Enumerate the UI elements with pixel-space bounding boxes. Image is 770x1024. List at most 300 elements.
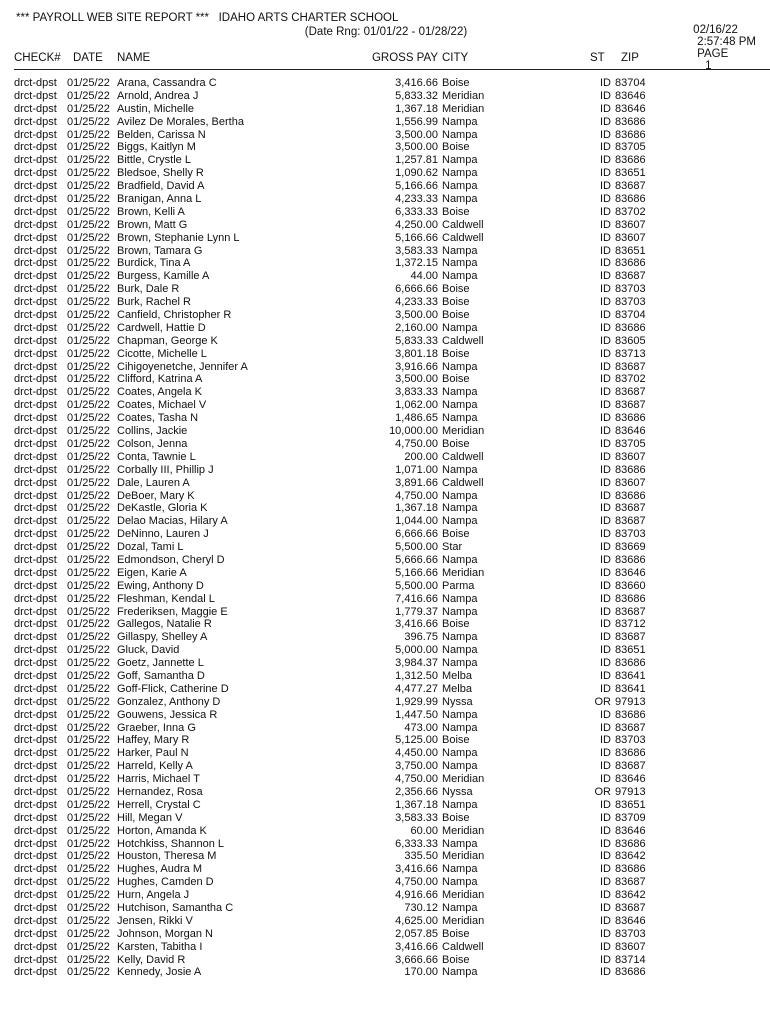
column-header-city: CITY	[442, 52, 469, 64]
city-cell: Meridian	[442, 89, 485, 102]
name-cell: Belden, Carissa N	[117, 128, 206, 141]
state-cell: ID	[600, 244, 611, 257]
table-row	[14, 116, 770, 129]
check-cell: drct-dpst	[14, 824, 57, 837]
table-row	[14, 593, 770, 606]
column-headers	[14, 52, 770, 68]
date-cell: 01/25/22	[67, 296, 110, 309]
zip-cell: 83686	[615, 966, 646, 979]
state-cell: ID	[600, 657, 611, 670]
zip-cell: 83646	[615, 102, 646, 115]
zip-cell: 83687	[615, 180, 646, 193]
name-cell: Burk, Dale R	[117, 283, 180, 296]
state-cell: ID	[600, 450, 611, 463]
state-cell: ID	[600, 476, 611, 489]
name-cell: Colson, Jenna	[117, 437, 188, 450]
date-cell: 01/25/22	[67, 914, 110, 927]
zip-cell: 83646	[615, 566, 646, 579]
date-cell: 01/25/22	[67, 373, 110, 386]
city-cell: Nyssa	[442, 695, 473, 708]
name-cell: Ewing, Anthony D	[117, 579, 204, 592]
name-cell: Gallegos, Natalie R	[117, 618, 212, 631]
check-cell: drct-dpst	[14, 412, 57, 425]
gross-pay-cell: 6,333.33	[395, 837, 438, 850]
name-cell: Hernandez, Rosa	[117, 785, 203, 798]
date-cell: 01/25/22	[67, 412, 110, 425]
state-cell: ID	[600, 850, 611, 863]
zip-cell: 83646	[615, 824, 646, 837]
date-cell: 01/25/22	[67, 889, 110, 902]
table-row	[14, 167, 770, 180]
table-row	[14, 580, 770, 593]
date-cell: 01/25/22	[67, 747, 110, 760]
city-cell: Nampa	[442, 592, 478, 605]
check-cell: drct-dpst	[14, 566, 57, 579]
city-cell: Caldwell	[442, 940, 484, 953]
gross-pay-cell: 4,250.00	[395, 218, 438, 231]
table-row	[14, 618, 770, 631]
city-cell: Star	[442, 541, 463, 554]
table-row	[14, 348, 770, 361]
table-row	[14, 863, 770, 876]
table-row	[14, 876, 770, 889]
check-cell: drct-dpst	[14, 760, 57, 773]
date-cell: 01/25/22	[67, 644, 110, 657]
table-row	[14, 812, 770, 825]
state-cell: ID	[600, 180, 611, 193]
gross-pay-cell: 3,891.66	[395, 476, 438, 489]
table-row	[14, 180, 770, 193]
date-cell: 01/25/22	[67, 708, 110, 721]
check-cell: drct-dpst	[14, 579, 57, 592]
name-cell: Conta, Tawnie L	[117, 450, 196, 463]
date-cell: 01/25/22	[67, 760, 110, 773]
table-row	[14, 683, 770, 696]
table-row	[14, 103, 770, 116]
state-cell: ID	[600, 309, 611, 322]
city-cell: Nampa	[442, 489, 478, 502]
city-cell: Nampa	[442, 863, 478, 876]
name-cell: DeBoer, Mary K	[117, 489, 195, 502]
city-cell: Boise	[442, 618, 470, 631]
city-cell: Nampa	[442, 270, 478, 283]
name-cell: Clifford, Katrina A	[117, 373, 203, 386]
check-cell: drct-dpst	[14, 167, 57, 180]
city-cell: Nampa	[442, 154, 478, 167]
table-row	[14, 889, 770, 902]
table-row	[14, 129, 770, 142]
check-cell: drct-dpst	[14, 128, 57, 141]
zip-cell: 83703	[615, 734, 646, 747]
zip-cell: 83703	[615, 528, 646, 541]
date-cell: 01/25/22	[67, 321, 110, 334]
gross-pay-cell: 1,447.50	[395, 708, 438, 721]
name-cell: Karsten, Tabitha I	[117, 940, 203, 953]
column-header-gross-pay: GROSS PAY	[371, 52, 438, 64]
check-cell: drct-dpst	[14, 360, 57, 373]
date-cell: 01/25/22	[67, 953, 110, 966]
date-cell: 01/25/22	[67, 927, 110, 940]
date-cell: 01/25/22	[67, 283, 110, 296]
name-cell: Burdick, Tina A	[117, 257, 191, 270]
check-cell: drct-dpst	[14, 914, 57, 927]
state-cell: ID	[600, 618, 611, 631]
zip-cell: 83660	[615, 579, 646, 592]
zip-cell: 83704	[615, 77, 646, 89]
table-row	[14, 386, 770, 399]
name-cell: Cihigoyenetche, Jennifer A	[117, 360, 248, 373]
zip-cell: 83687	[615, 270, 646, 283]
city-cell: Melba	[442, 669, 472, 682]
city-cell: Nampa	[442, 193, 478, 206]
gross-pay-cell: 3,500.00	[395, 128, 438, 141]
name-cell: Coates, Michael V	[117, 399, 207, 412]
date-cell: 01/25/22	[67, 463, 110, 476]
date-cell: 01/25/22	[67, 141, 110, 154]
state-cell: ID	[600, 193, 611, 206]
date-cell: 01/25/22	[67, 798, 110, 811]
name-cell: Branigan, Anna L	[117, 193, 202, 206]
city-cell: Nampa	[442, 631, 478, 644]
table-row	[14, 696, 770, 709]
zip-cell: 83686	[615, 257, 646, 270]
state-cell: ID	[600, 773, 611, 786]
check-cell: drct-dpst	[14, 77, 57, 89]
city-cell: Meridian	[442, 889, 485, 902]
city-cell: Meridian	[442, 850, 485, 863]
zip-cell: 83686	[615, 128, 646, 141]
zip-cell: 83687	[615, 902, 646, 914]
date-cell: 01/25/22	[67, 721, 110, 734]
date-cell: 01/25/22	[67, 553, 110, 566]
state-cell: ID	[600, 876, 611, 889]
check-cell: drct-dpst	[14, 747, 57, 760]
zip-cell: 83686	[615, 489, 646, 502]
state-cell: ID	[600, 89, 611, 102]
date-cell: 01/25/22	[67, 205, 110, 218]
table-row	[14, 296, 770, 309]
date-cell: 01/25/22	[67, 167, 110, 180]
zip-cell: 83687	[615, 502, 646, 515]
zip-cell: 83646	[615, 773, 646, 786]
date-cell: 01/25/22	[67, 528, 110, 541]
city-cell: Nampa	[442, 747, 478, 760]
gross-pay-cell: 5,500.00	[395, 579, 438, 592]
state-cell: ID	[600, 489, 611, 502]
date-cell: 01/25/22	[67, 850, 110, 863]
date-cell: 01/25/22	[67, 876, 110, 889]
gross-pay-cell: 3,750.00	[395, 760, 438, 773]
gross-pay-cell: 7,416.66	[395, 592, 438, 605]
gross-pay-cell: 5,833.32	[395, 89, 438, 102]
city-cell: Caldwell	[442, 231, 484, 244]
report-title: *** PAYROLL WEB SITE REPORT *** IDAHO ARTS CHARTER SCHOOL	[16, 12, 399, 24]
gross-pay-cell: 1,779.37	[395, 605, 438, 618]
state-cell: ID	[600, 902, 611, 914]
gross-pay-cell: 5,166.66	[395, 566, 438, 579]
table-row	[14, 657, 770, 670]
check-cell: drct-dpst	[14, 863, 57, 876]
check-cell: drct-dpst	[14, 270, 57, 283]
gross-pay-cell: 4,750.00	[395, 489, 438, 502]
state-cell: ID	[600, 463, 611, 476]
name-cell: Coates, Tasha N	[117, 412, 199, 425]
check-cell: drct-dpst	[14, 940, 57, 953]
city-cell: Nampa	[442, 605, 478, 618]
check-cell: drct-dpst	[14, 708, 57, 721]
name-cell: Brown, Kelli A	[117, 205, 185, 218]
gross-pay-cell: 1,090.62	[395, 167, 438, 180]
city-cell: Nampa	[442, 167, 478, 180]
name-cell: Hill, Megan V	[117, 811, 183, 824]
city-cell: Boise	[442, 205, 470, 218]
name-cell: Gouwens, Jessica R	[117, 708, 218, 721]
state-cell: ID	[600, 837, 611, 850]
name-cell: Brown, Tamara G	[117, 244, 203, 257]
gross-pay-cell: 44.00	[410, 270, 438, 283]
date-cell: 01/25/22	[67, 360, 110, 373]
table-row	[14, 928, 770, 941]
city-cell: Meridian	[442, 425, 485, 438]
city-cell: Nampa	[442, 515, 478, 528]
gross-pay-cell: 5,666.66	[395, 553, 438, 566]
zip-cell: 83686	[615, 115, 646, 128]
column-header-st: ST	[590, 52, 605, 64]
name-cell: Goetz, Jannette L	[117, 657, 204, 670]
city-cell: Caldwell	[442, 450, 484, 463]
gross-pay-cell: 5,166.66	[395, 180, 438, 193]
check-cell: drct-dpst	[14, 902, 57, 914]
page-number: 1	[705, 60, 712, 72]
city-cell: Nampa	[442, 553, 478, 566]
check-cell: drct-dpst	[14, 876, 57, 889]
name-cell: Canfield, Christopher R	[117, 309, 232, 322]
name-cell: Cardwell, Hattie D	[117, 321, 206, 334]
state-cell: ID	[600, 205, 611, 218]
date-cell: 01/25/22	[67, 566, 110, 579]
name-cell: Jensen, Rikki V	[117, 914, 193, 927]
state-cell: ID	[600, 927, 611, 940]
column-header-check: CHECK#	[14, 52, 61, 64]
date-range: (Date Rng: 01/01/22 - 01/28/22)	[304, 26, 468, 38]
gross-pay-cell: 170.00	[404, 966, 438, 979]
date-cell: 01/25/22	[67, 334, 110, 347]
date-cell: 01/25/22	[67, 386, 110, 399]
zip-cell: 83607	[615, 450, 646, 463]
table-row	[14, 322, 770, 335]
check-cell: drct-dpst	[14, 373, 57, 386]
check-cell: drct-dpst	[14, 837, 57, 850]
zip-cell: 83703	[615, 296, 646, 309]
date-cell: 01/25/22	[67, 605, 110, 618]
check-cell: drct-dpst	[14, 553, 57, 566]
zip-cell: 97913	[615, 695, 646, 708]
city-cell: Meridian	[442, 914, 485, 927]
check-cell: drct-dpst	[14, 244, 57, 257]
gross-pay-cell: 5,500.00	[395, 541, 438, 554]
gross-pay-cell: 3,416.66	[395, 77, 438, 89]
check-cell: drct-dpst	[14, 811, 57, 824]
name-cell: Dozal, Tami L	[117, 541, 184, 554]
page-label: PAGE	[697, 48, 729, 60]
city-cell: Melba	[442, 682, 472, 695]
city-cell: Nampa	[442, 657, 478, 670]
city-cell: Boise	[442, 283, 470, 296]
gross-pay-cell: 3,500.00	[395, 309, 438, 322]
gross-pay-cell: 4,233.33	[395, 193, 438, 206]
city-cell: Boise	[442, 927, 470, 940]
state-cell: ID	[600, 669, 611, 682]
state-cell: ID	[600, 566, 611, 579]
zip-cell: 83651	[615, 244, 646, 257]
zip-cell: 83687	[615, 515, 646, 528]
date-cell: 01/25/22	[67, 695, 110, 708]
date-cell: 01/25/22	[67, 657, 110, 670]
date-cell: 01/25/22	[67, 128, 110, 141]
gross-pay-cell: 1,556.99	[395, 115, 438, 128]
state-cell: ID	[600, 798, 611, 811]
name-cell: Delao Macias, Hilary A	[117, 515, 228, 528]
check-cell: drct-dpst	[14, 476, 57, 489]
gross-pay-cell: 4,916.66	[395, 889, 438, 902]
state-cell: ID	[600, 334, 611, 347]
name-cell: Corbally III, Phillip J	[117, 463, 214, 476]
column-header-date: DATE	[73, 52, 103, 64]
name-cell: Graeber, Inna G	[117, 721, 196, 734]
column-header-zip: ZIP	[621, 52, 639, 64]
zip-cell: 83686	[615, 321, 646, 334]
state-cell: ID	[600, 257, 611, 270]
table-row	[14, 825, 770, 838]
table-row	[14, 309, 770, 322]
zip-cell: 83642	[615, 850, 646, 863]
city-cell: Nampa	[442, 412, 478, 425]
check-cell: drct-dpst	[14, 334, 57, 347]
gross-pay-cell: 3,801.18	[395, 347, 438, 360]
gross-pay-cell: 5,166.66	[395, 231, 438, 244]
table-row	[14, 283, 770, 296]
check-cell: drct-dpst	[14, 850, 57, 863]
zip-cell: 83686	[615, 193, 646, 206]
date-cell: 01/25/22	[67, 77, 110, 89]
zip-cell: 83704	[615, 309, 646, 322]
table-row	[14, 670, 770, 683]
city-cell: Boise	[442, 437, 470, 450]
state-cell: OR	[594, 785, 611, 798]
gross-pay-cell: 3,416.66	[395, 863, 438, 876]
table-row	[14, 966, 770, 979]
name-cell: Bledsoe, Shelly R	[117, 167, 204, 180]
check-cell: drct-dpst	[14, 541, 57, 554]
state-cell: ID	[600, 386, 611, 399]
date-cell: 01/25/22	[67, 966, 110, 979]
city-cell: Boise	[442, 373, 470, 386]
check-cell: drct-dpst	[14, 889, 57, 902]
zip-cell: 83687	[615, 760, 646, 773]
zip-cell: 83669	[615, 541, 646, 554]
check-cell: drct-dpst	[14, 257, 57, 270]
zip-cell: 83687	[615, 605, 646, 618]
gross-pay-cell: 396.75	[404, 631, 438, 644]
check-cell: drct-dpst	[14, 592, 57, 605]
gross-pay-cell: 3,583.33	[395, 811, 438, 824]
date-cell: 01/25/22	[67, 399, 110, 412]
table-row	[14, 490, 770, 503]
table-row	[14, 606, 770, 619]
date-cell: 01/25/22	[67, 863, 110, 876]
state-cell: ID	[600, 296, 611, 309]
state-cell: ID	[600, 553, 611, 566]
table-row	[14, 747, 770, 760]
state-cell: ID	[600, 863, 611, 876]
table-row	[14, 541, 770, 554]
zip-cell: 83607	[615, 218, 646, 231]
city-cell: Boise	[442, 77, 470, 89]
gross-pay-cell: 473.00	[404, 721, 438, 734]
date-cell: 01/25/22	[67, 257, 110, 270]
check-cell: drct-dpst	[14, 115, 57, 128]
gross-pay-cell: 4,450.00	[395, 747, 438, 760]
date-cell: 01/25/22	[67, 244, 110, 257]
gross-pay-cell: 1,929.99	[395, 695, 438, 708]
state-cell: ID	[600, 515, 611, 528]
name-cell: Gillaspy, Shelley A	[117, 631, 208, 644]
check-cell: drct-dpst	[14, 102, 57, 115]
gross-pay-cell: 5,125.00	[395, 734, 438, 747]
check-cell: drct-dpst	[14, 218, 57, 231]
table-row	[14, 154, 770, 167]
table-row	[14, 245, 770, 258]
gross-pay-cell: 4,625.00	[395, 914, 438, 927]
name-cell: DeKastle, Gloria K	[117, 502, 208, 515]
zip-cell: 83687	[615, 631, 646, 644]
date-cell: 01/25/22	[67, 489, 110, 502]
state-cell: ID	[600, 399, 611, 412]
date-cell: 01/25/22	[67, 193, 110, 206]
table-row	[14, 257, 770, 270]
date-cell: 01/25/22	[67, 309, 110, 322]
state-cell: ID	[600, 721, 611, 734]
name-cell: Hutchison, Samantha C	[117, 902, 234, 914]
zip-cell: 83651	[615, 167, 646, 180]
gross-pay-cell: 3,666.66	[395, 953, 438, 966]
zip-cell: 97913	[615, 785, 646, 798]
name-cell: Arana, Cassandra C	[117, 77, 217, 89]
state-cell: ID	[600, 966, 611, 979]
table-row	[14, 451, 770, 464]
check-cell: drct-dpst	[14, 296, 57, 309]
name-cell: Cicotte, Michelle L	[117, 347, 207, 360]
city-cell: Nampa	[442, 115, 478, 128]
date-cell: 01/25/22	[67, 811, 110, 824]
gross-pay-cell: 1,044.00	[395, 515, 438, 528]
gross-pay-cell: 6,333.33	[395, 205, 438, 218]
check-cell: drct-dpst	[14, 386, 57, 399]
name-cell: Harreld, Kelly A	[117, 760, 193, 773]
city-cell: Meridian	[442, 566, 485, 579]
city-cell: Boise	[442, 811, 470, 824]
check-cell: drct-dpst	[14, 141, 57, 154]
gross-pay-cell: 3,984.37	[395, 657, 438, 670]
city-cell: Nampa	[442, 180, 478, 193]
state-cell: ID	[600, 360, 611, 373]
gross-pay-cell: 730.12	[404, 902, 438, 914]
name-cell: Collins, Jackie	[117, 425, 188, 438]
table-row	[14, 786, 770, 799]
gross-pay-cell: 1,486.65	[395, 412, 438, 425]
city-cell: Nampa	[442, 721, 478, 734]
date-cell: 01/25/22	[67, 682, 110, 695]
